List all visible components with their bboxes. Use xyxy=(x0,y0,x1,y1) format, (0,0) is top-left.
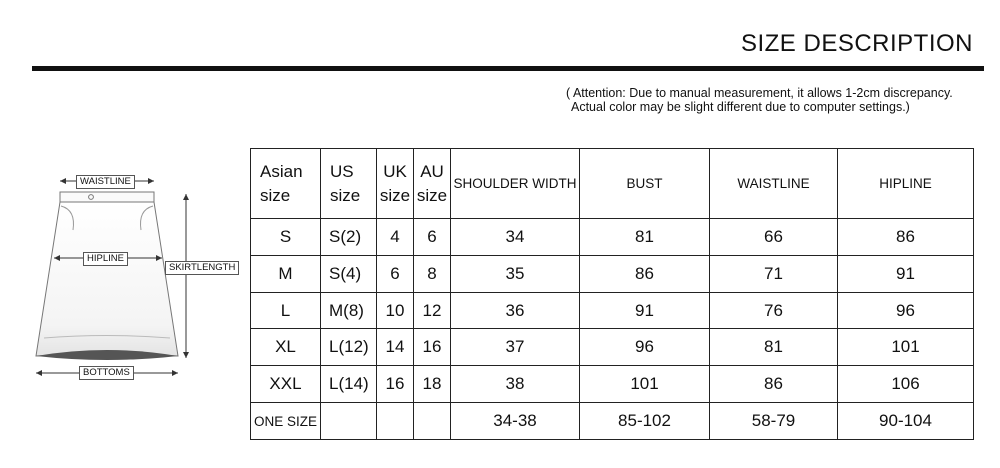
header-asian-size xyxy=(251,149,321,219)
cell-asian: L xyxy=(251,292,321,329)
cell-au: 16 xyxy=(414,329,451,366)
cell-au: 12 xyxy=(414,292,451,329)
cell-shoulder: 35 xyxy=(451,255,580,292)
cell-us: S(4) xyxy=(321,255,377,292)
cell-shoulder: 37 xyxy=(451,329,580,366)
cell-waistline: 76 xyxy=(710,292,838,329)
cell-au: 18 xyxy=(414,366,451,403)
cell-uk: 14 xyxy=(377,329,414,366)
size-chart-table xyxy=(250,148,974,440)
cell-us: S(2) xyxy=(321,219,377,256)
skirt-length-label: SKIRTLENGTH xyxy=(165,261,239,275)
cell-shoulder: 34-38 xyxy=(451,403,580,440)
bottoms-label: BOTTOMS xyxy=(79,366,134,380)
header-au-line-2: size xyxy=(416,185,448,205)
cell-au: 8 xyxy=(414,255,451,292)
cell-bust: 96 xyxy=(580,329,710,366)
attention-note-line-2: Actual color may be slight different due to computer settings.) xyxy=(571,100,910,114)
header-us-size xyxy=(321,149,377,219)
cell-hipline: 96 xyxy=(838,292,974,329)
table-row xyxy=(251,329,974,366)
cell-asian: ONE SIZE xyxy=(251,403,321,440)
cell-bust: 91 xyxy=(580,292,710,329)
header-au-size xyxy=(414,149,451,219)
cell-au: 6 xyxy=(414,219,451,256)
table-row xyxy=(251,403,974,440)
table-row xyxy=(251,255,974,292)
cell-bust: 85-102 xyxy=(580,403,710,440)
table-row xyxy=(251,292,974,329)
cell-waistline: 58-79 xyxy=(710,403,838,440)
hipline-label: HIPLINE xyxy=(83,252,128,266)
cell-uk: 10 xyxy=(377,292,414,329)
cell-bust: 81 xyxy=(580,219,710,256)
header-hipline: HIPLINE xyxy=(838,149,974,219)
cell-uk: 6 xyxy=(377,255,414,292)
cell-uk xyxy=(377,403,414,440)
cell-shoulder: 38 xyxy=(451,366,580,403)
cell-waistline: 86 xyxy=(710,366,838,403)
table-header-row xyxy=(251,149,974,219)
cell-asian: XL xyxy=(251,329,321,366)
attention-note xyxy=(566,86,953,114)
cell-us: M(8) xyxy=(321,292,377,329)
header-asian-line-1: Asian xyxy=(260,161,303,181)
cell-asian: XXL xyxy=(251,366,321,403)
cell-shoulder: 34 xyxy=(451,219,580,256)
cell-uk: 4 xyxy=(377,219,414,256)
cell-uk: 16 xyxy=(377,366,414,403)
cell-waistline: 71 xyxy=(710,255,838,292)
header-waistline: WAISTLINE xyxy=(710,149,838,219)
cell-hipline: 106 xyxy=(838,366,974,403)
cell-waistline: 66 xyxy=(710,219,838,256)
waistline-label: WAISTLINE xyxy=(76,175,135,189)
cell-hipline: 101 xyxy=(838,329,974,366)
table-row xyxy=(251,219,974,256)
header-bust: BUST xyxy=(580,149,710,219)
header-asian-line-2: size xyxy=(260,185,291,205)
cell-shoulder: 36 xyxy=(451,292,580,329)
cell-us: L(14) xyxy=(321,366,377,403)
skirt-measurement-diagram xyxy=(30,170,240,385)
cell-us: L(12) xyxy=(321,329,377,366)
skirt-illustration xyxy=(30,170,240,385)
cell-hipline: 90-104 xyxy=(838,403,974,440)
header-shoulder-width: SHOULDER WIDTH xyxy=(451,149,580,219)
attention-note-line-1: ( Attention: Due to manual measurement, it allows 1-2cm discrepancy. xyxy=(566,86,953,100)
header-uk-line-2: size xyxy=(379,185,411,205)
page-title: SIZE DESCRIPTION xyxy=(740,30,973,57)
cell-au xyxy=(414,403,451,440)
header-uk-size xyxy=(377,149,414,219)
table-row xyxy=(251,366,974,403)
cell-asian: S xyxy=(251,219,321,256)
cell-waistline: 81 xyxy=(710,329,838,366)
header-us-line-2: size xyxy=(330,185,361,205)
cell-asian: M xyxy=(251,255,321,292)
cell-bust: 101 xyxy=(580,366,710,403)
cell-hipline: 86 xyxy=(838,219,974,256)
header-au-line-1: AU xyxy=(420,161,444,181)
header-us-line-1: US xyxy=(330,161,354,181)
cell-bust: 86 xyxy=(580,255,710,292)
cell-hipline: 91 xyxy=(838,255,974,292)
header-uk-line-1: UK xyxy=(383,161,407,181)
cell-us xyxy=(321,403,377,440)
title-divider xyxy=(32,66,984,71)
